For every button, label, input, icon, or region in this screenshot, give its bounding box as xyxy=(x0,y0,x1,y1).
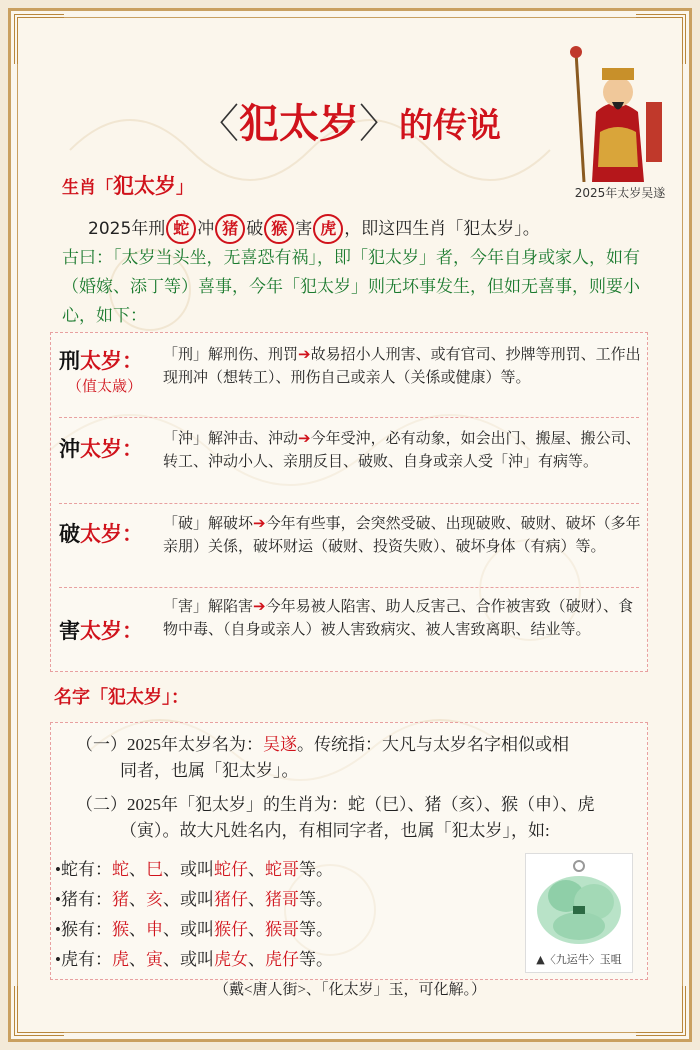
zodiac-snake-icon: 蛇 xyxy=(166,214,196,244)
figure-caption: 2025年太岁吴遂 xyxy=(574,186,666,200)
arrow-icon: ➔ xyxy=(298,345,311,363)
arrow-icon: ➔ xyxy=(253,597,266,615)
list-item: •蛇有：蛇、巳、或叫蛇仔、蛇哥等。 xyxy=(55,860,333,879)
intro-body: 古曰：「太岁当头坐，无喜恐有祸」，即「犯太岁」者，今年自身或家人，如有（婚嫁、添丁等）喜事，今年「犯太岁」则无坏事发生，但如无喜事，则要小心，如下： xyxy=(62,248,640,326)
names-paragraph-1: （一）2025年太岁名为：吴遂。传统指：大凡与太岁名字相似或相 同者，也属「犯太岁」。 xyxy=(76,735,569,780)
row-divider xyxy=(59,417,639,418)
title-suffix: 的传说 xyxy=(399,106,501,146)
taisui-figure-image xyxy=(562,42,668,182)
zodiac-tiger-icon: 虎 xyxy=(313,214,343,244)
zodiac-monkey-icon: 猴 xyxy=(264,214,294,244)
type-label: 破太岁： xyxy=(59,522,143,546)
arrow-icon: ➔ xyxy=(253,514,266,532)
list-item: •猴有：猴、申、或叫猴仔、猴哥等。 xyxy=(55,920,333,939)
row-divider xyxy=(59,503,639,504)
title-bracket: 〈 xyxy=(199,101,239,147)
intro-paragraph: 2025年刑 蛇 冲 猪 破 猴 害 虎 ，即这四生肖「犯太岁」。 古曰：「太岁当头坐，无喜恐有祸」，即「犯太岁」者，今年自身或家人，如有（婚嫁、添丁等）喜事，今年「犯太岁」则无坏事发生，但如无喜事，则要小心，如下： xyxy=(62,214,652,331)
type-label: 害太岁： xyxy=(59,619,143,643)
type-sublabel: （值太歳） xyxy=(67,377,143,395)
title-bracket: 〉 xyxy=(359,101,399,147)
title-text: 犯太岁 xyxy=(239,101,359,147)
arrow-icon: ➔ xyxy=(298,429,311,447)
type-label: 沖太岁： xyxy=(59,437,143,461)
section-subtitle: 生肖「犯太岁」 xyxy=(62,173,193,198)
type-description: 「害」解陷害➔今年易被人陷害、助人反害己、合作被害致（破财）、食物中毒、（自身或亲人）被人害致病灾、被人害致离职、结业等。 xyxy=(163,597,634,638)
type-description: 「刑」解刑伤、刑罚➔故易招小人刑害、或有官司、抄牌等刑罚、工作出现刑冲（想转工）、刑伤自己或亲人（关係或健康）等。 xyxy=(163,345,641,386)
zodiac-pig-icon: 猪 xyxy=(215,214,245,244)
list-item: •猪有：猪、亥、或叫猪仔、猪哥等。 xyxy=(55,890,333,909)
type-label: 刑太岁： xyxy=(59,349,143,373)
names-heading: 名字「犯太岁」： xyxy=(54,687,189,708)
list-item: •虎有：虎、寅、或叫虎女、虎仔等。 xyxy=(55,950,333,969)
jade-caption: ▲〈九运牛〉玉咀 xyxy=(536,953,622,966)
type-description: 「沖」解沖击、沖动➔今年受沖，必有动象，如会出门、搬屋、搬公司、转工、沖动小人、亲朋反目、破败、自身或亲人受「沖」有病等。 xyxy=(163,429,641,470)
row-divider xyxy=(59,587,639,588)
taisui-types-box xyxy=(50,332,648,672)
type-description: 「破」解破坏➔今年有些事，会突然受破、出现破败、破财、破坏（多年亲朋）关係，破坏财运（破财、投资失败）、破坏身体（有病）等。 xyxy=(163,514,641,555)
names-paragraph-2: （二）2025年「犯太岁」的生肖为：蛇（巳）、猪（亥）、猴（申）、虎 （寅）。故大凡姓名内，有相同字者，也属「犯太岁」，如: xyxy=(76,795,595,840)
footer-note: （戴<唐人街>、「化太岁」玉，可化解。） xyxy=(214,982,486,998)
